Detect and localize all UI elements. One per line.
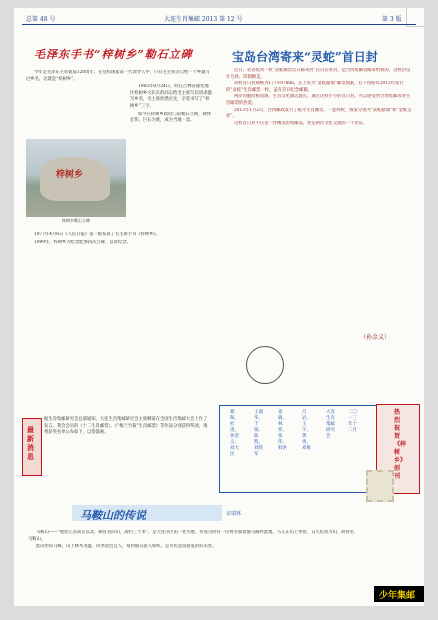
right-article-signoff: （孙金义） (360, 334, 391, 341)
newspaper-page (14, 8, 424, 606)
names-column: 吕岩、王宇、黄勇、邓维 (302, 410, 311, 451)
monument-inscription: 梓树乡 (56, 170, 84, 180)
names-column: 朝晖、杜进、孙金义、刘大民 (230, 410, 239, 457)
right-article-title: 宝岛台湾寄来“灵蛇”首日封 (232, 50, 378, 64)
left-article-body (26, 70, 212, 126)
postage-stamp (366, 470, 394, 502)
right-paragraph: 这枚首日封不仅是一件精美的集邮品，更是两岸文化交流的一个见证。 (234, 120, 368, 126)
left-paragraph: 今年是毛泽东主席诞辰120周年，在党和国家第一代领导人中，只有毛主席亲自给一个乡题写过乡名，这就是“梓树乡”。 (26, 70, 210, 82)
right-paragraph: 2013年1月2日，台湾邮政发行了蛇年生肖邮票，一套两枚，图案分别为“灵蛇献瑞”和“金蛇呈祥”。 (226, 107, 412, 120)
postmark (246, 346, 284, 384)
left-paragraph: 1977年4月6日《人民日报》第一版发表了毛主席手书《梓树乡》。 (34, 232, 160, 237)
left-paragraph: 1999年，梓树乡为纪念此事再次立碑，以资纪念。 (34, 239, 131, 245)
right-paragraph: 两岸同胞同根同源，生肖文化源远流长。通过这枚小小的首日封，可以感受到台湾集邮者对生肖邮票的热爱。 (226, 94, 411, 106)
story-title-banner (72, 505, 222, 521)
issue-number: 总第 48 号 (26, 16, 56, 23)
names-column: 姜敏、林梓、张伟、韩洪 (278, 410, 287, 451)
latest-news-label: 最新消息 (27, 425, 34, 461)
founding-banner-text: 热烈祝贺《梓树乡》创刊 (394, 409, 407, 480)
badge-label: 少年集邮 (379, 591, 416, 601)
page-number: 第 3 版 (382, 16, 402, 23)
right-article-body (226, 68, 412, 127)
right-paragraph: 近日，笔者收到一枚“灵蛇邮票首日邮寄封”首日实寄封，是台湾集邮者邮寄给我的，这枚封设计巧妙，印制精美。 (226, 68, 411, 80)
monument-rock (40, 157, 110, 201)
story-body (28, 530, 412, 552)
photo-caption: 梓树乡勒石立碑 (62, 218, 90, 223)
story-author: 宋瑞林 (226, 511, 242, 517)
youth-philately-badge (374, 586, 424, 602)
stone-monument-photo (26, 139, 126, 217)
latest-news-tag (22, 418, 42, 476)
left-paragraph: 如今在梓树乡政府门前勒石立碑，碑体宏伟，巨石为底，成为当地一景。 (130, 111, 212, 124)
story-title: 马鞍山的传说 (80, 509, 146, 522)
left-article-title: 毛泽东手书“梓树乡”勒石立碑 (34, 48, 193, 61)
right-paragraph: 该枚首日封规格为177×97mm，左上角为“灵蛇献瑞”邮票图案，右下角贴有2013年发行的“灵蛇”生肖邮票一枚，盖有首日纪念邮戳。 (226, 81, 404, 93)
story-paragraph: 此山形似马鞍，山上林木茂盛，四季景色宜人，每到假日游人如织，是市民登高游览的好去处。 (36, 544, 217, 550)
story-paragraph: 马鞍山——“地处江苏南京以北，颇有名的山，高约三十米”，是大连市区的一处名胜。传说古时有一位将军骑着骏马路经此地，马儿在山上停留，日久化而为山，故得名马鞍山。 (28, 530, 355, 542)
date-column: 二〇一三年十二月 (348, 410, 357, 433)
left-article-body-lower (26, 232, 212, 247)
society-name: 大连生肖集邮研究会 (326, 410, 335, 439)
header-rule (22, 24, 416, 25)
latest-news-text: 据生肖集邮研究会总部通知，大连生肖集邮研究会主席柳前在全国生肖集邮大会上作了发言。我会会员的《十二生肖邮票》、《“梅兰竹菊”生肖邮票》等作品分别获得奖项，现将获奖名单公布如下，以资鼓励。 (44, 417, 208, 436)
left-paragraph: 1965年8月24日，时任吉林省通化地区梓树乡大队长的同志给毛主席写信请求题写乡名，毛主席欣然应允，亲笔书写了“梓树乡”三字。 (130, 84, 212, 109)
page-header (14, 12, 424, 24)
names-column: 王淑华、于娟、陈凯、刘铁军 (254, 410, 263, 457)
publication-title: 大连生肖集邮 2013 第 12 号 (164, 16, 243, 23)
